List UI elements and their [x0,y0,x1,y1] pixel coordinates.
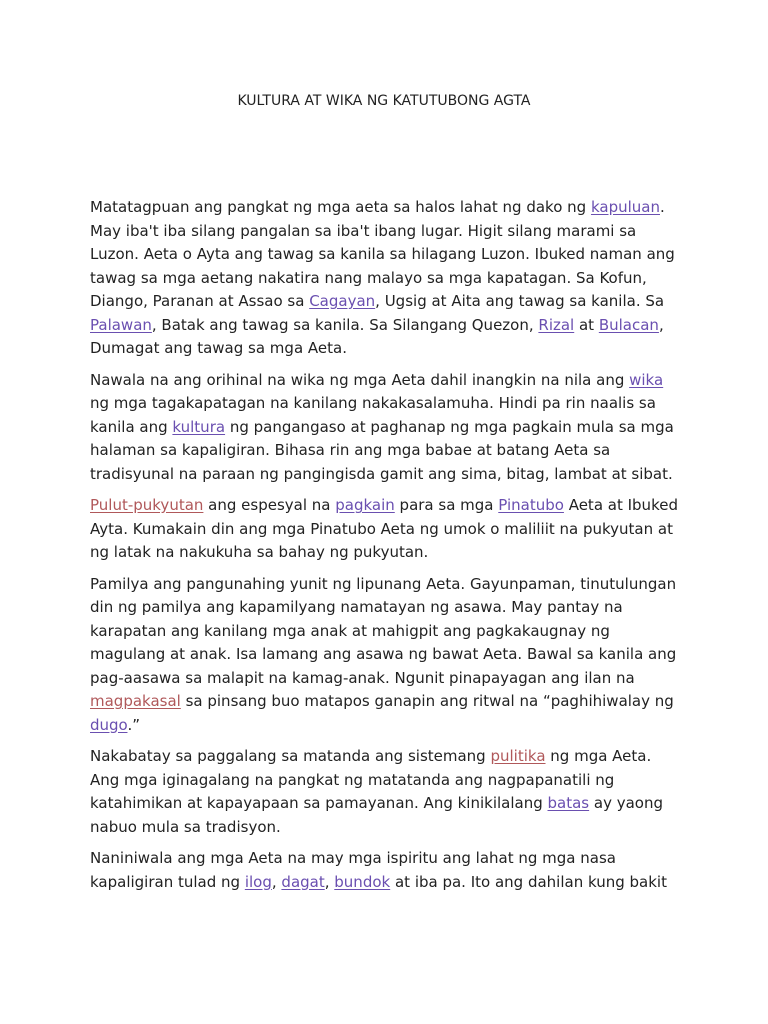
paragraph-text: Nawala na ang orihinal na wika ng mga Aeta dahil inangkin na nila ang [90,370,630,389]
wiki-link[interactable]: Rizal [538,315,575,334]
paragraph-text: , Batak ang tawag sa kanila. Sa Silangang Quezon, [151,315,539,334]
wiki-link[interactable]: Pinatubo [498,496,564,514]
document-title: KULTURA AT WIKA NG KATUTUBONG AGTA [237,93,531,109]
paragraph-text: , [324,872,335,891]
wiki-link[interactable]: Cagayan [309,292,376,310]
paragraph [90,745,684,839]
paragraph-text: , [271,872,282,891]
paragraph-text: Matatagpuan ang pangkat ng mga aeta sa halos lahat ng dako ng [90,198,591,216]
paragraph [90,369,684,487]
paragraph-text: para sa mga [394,496,499,514]
paragraph-text: sa pinsang buo matapos ganapin ang ritwal na “paghihiwalay ng [180,692,674,710]
paragraph-text: Aeta at Ibuked Ayta. Kumakain din ang mga Pinatubo Aeta ng umok o maliliit na pukyutan at ng latak na nakukuha sa bahay ng pukyutan. [90,496,678,561]
paragraph-text: , Dumagat ang tawag sa mga Aeta. [90,315,664,357]
paragraph-text: Pamilya ang pangunahing yunit ng lipunang Aeta. Gayunpaman, tinutulungan din ng pamilya ang kapamilyang namatayan ng asawa. May pantay na karapatan ang kanilang mga anak at mahigpit ang pagkakaugnay ng magulang at anak. Isa lamang ang asawa ng bawat Aeta. Bawal sa kanila ang pag-aasawa sa malapit na kamag-anak. Ngunit pinapayagan ang ilan na [90,574,677,687]
wiki-link[interactable]: dagat [281,872,325,891]
wiki-link[interactable]: pagkain [335,496,395,514]
paragraph-text: . May iba't iba silang pangalan sa iba't ibang lugar. Higit silang marami sa Luzon. Aeta o Ayta ang tawag sa kanila sa hilagang Luzon. Ibuked naman ang tawag sa mga aetang nakatira nang malayo sa mga kapatagan. Sa Kofun, Diango, Paranan at Assao sa [90,198,675,310]
wiki-link[interactable]: bundok [334,872,391,891]
paragraph-text: Nakabatay sa paggalang sa matanda ang sistemang [90,747,491,765]
paragraph-text: ng mga Aeta. Ang mga iginagalang na pangkat ng matatanda ang nagpapanatili ng katahimikan at kapayapaan sa pamayanan. Ang kinikilalang [90,747,652,812]
paragraph-text: ng mga tagakapatagan na kanilang nakakasalamuha. Hindi pa rin naalis sa kanila ang [90,394,656,436]
wiki-link[interactable]: ilog [244,872,272,891]
paragraph [90,847,684,894]
paragraph-text: ang espesyal na [203,496,336,514]
wiki-link[interactable]: Palawan [90,315,152,334]
paragraph [90,196,684,361]
wiki-link[interactable]: wika [629,370,664,389]
paragraph-text: at [574,315,599,334]
wiki-link[interactable]: Pulut-pukyutan [90,496,204,514]
wiki-link[interactable]: dugo [90,715,128,734]
wiki-link[interactable]: magpakasal [90,692,181,710]
paragraph-text: ay yaong nabuo mula sa tradisyon. [90,794,664,836]
wiki-link[interactable]: Bulacan [598,315,659,334]
wiki-link[interactable]: pulitika [490,747,546,765]
paragraph-text: Naniniwala ang mga Aeta na may mga ispiritu ang lahat ng mga nasa kapaligiran tulad ng [90,849,616,891]
paragraph [90,573,684,738]
wiki-link[interactable]: batas [547,794,590,812]
paragraph-text: ng pangangaso at paghanap ng mga pagkain mula sa mga halaman sa kapaligiran. Bihasa rin ang mga babae at batang Aeta sa tradisyunal na paraan ng pangingisda gamit ang sima, bitag, lambat at sibat. [90,417,674,483]
wiki-link[interactable]: kapuluan [590,198,660,216]
paragraph-text: at iba pa. Ito ang dahilan kung bakit [390,872,667,891]
document-body [90,196,684,902]
paragraph-text: , Ugsig at Aita ang tawag sa kanila. Sa [375,292,665,310]
paragraph [90,494,684,565]
wiki-link[interactable]: kultura [172,417,226,436]
paragraph-text: .” [127,715,141,734]
